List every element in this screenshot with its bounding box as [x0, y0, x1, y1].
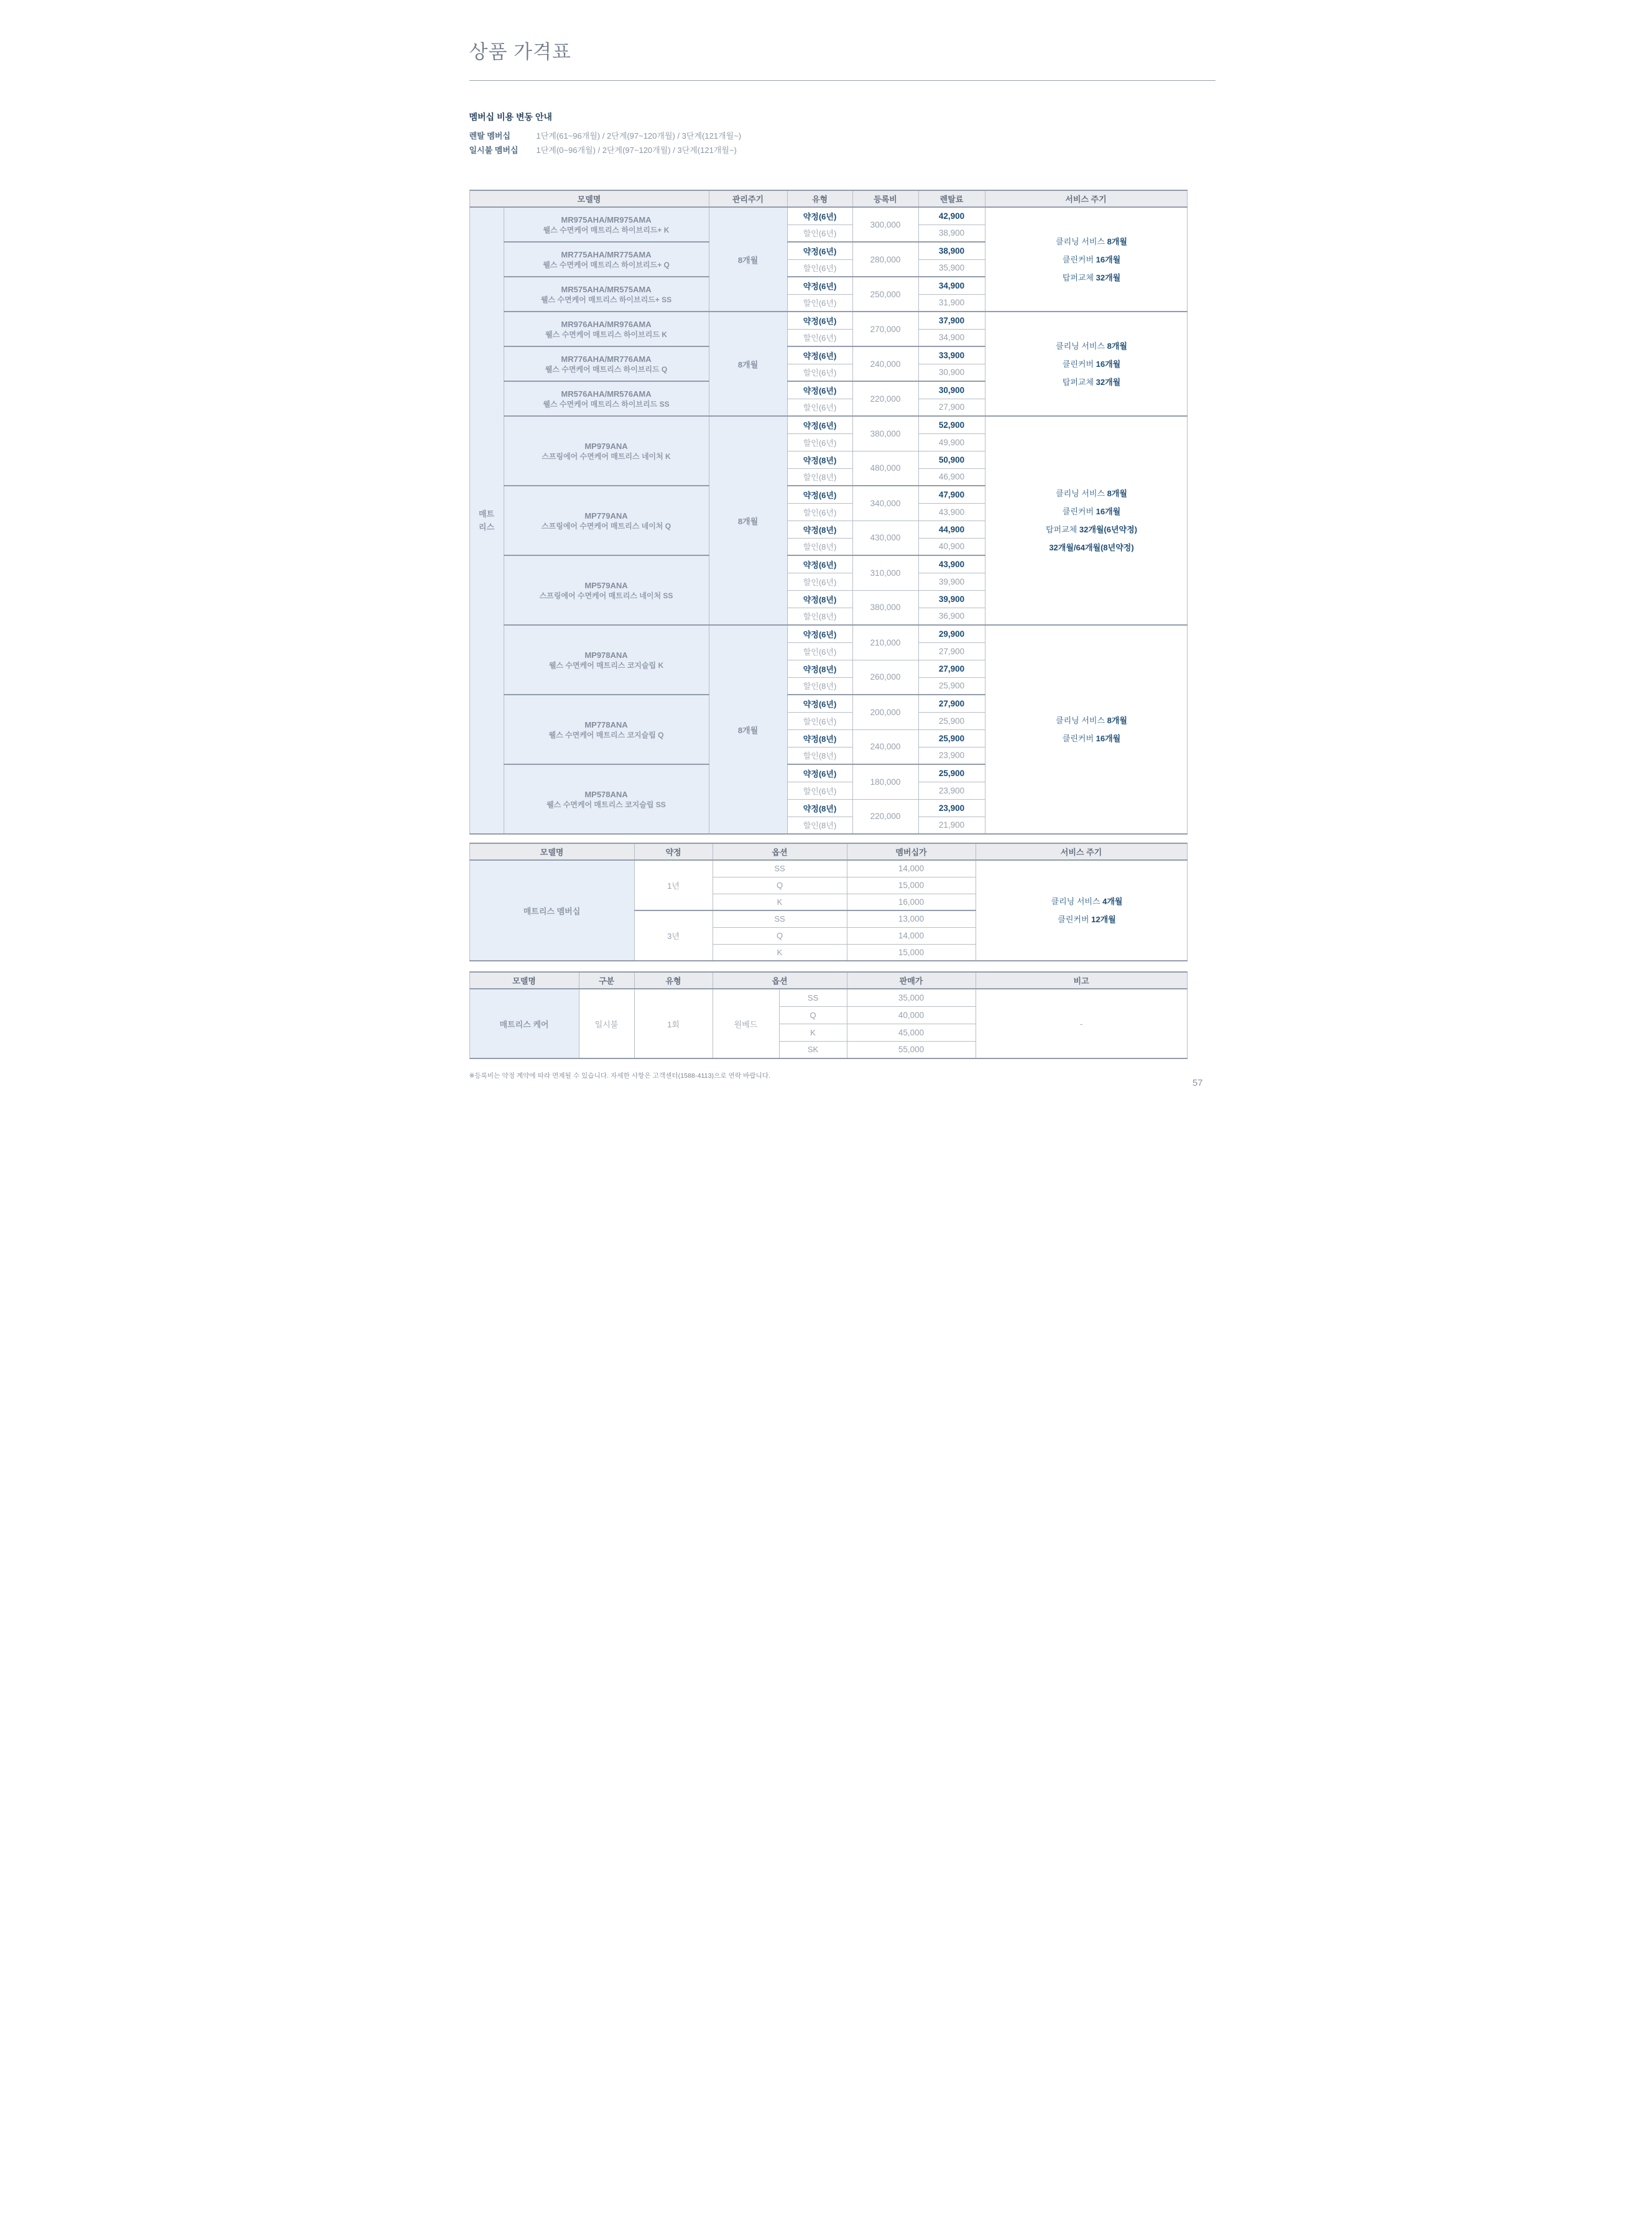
service-cycle-cell	[976, 860, 1187, 961]
registration-fee-cell: 250,000	[852, 277, 918, 312]
plan-type-contract: 약정(6년)	[787, 486, 852, 503]
price-page	[413, 0, 1239, 1120]
care-cycle-cell: 8개월	[709, 625, 787, 834]
service-cycle-lines	[976, 892, 1187, 928]
col-header-service-cycle: 서비스 주기	[976, 843, 1187, 860]
rental-fee-contract: 43,900	[918, 555, 985, 573]
model-code: MP579ANA	[584, 580, 628, 590]
rental-fee-discount: 25,900	[918, 712, 985, 729]
registration-fee-cell: 280,000	[852, 242, 918, 277]
plan-type-discount: 할인(6년)	[787, 503, 852, 521]
model-code: MP778ANA	[584, 720, 628, 729]
plan-type-contract: 약정(6년)	[787, 555, 852, 573]
term-cell: 1년	[634, 860, 713, 910]
service-line	[997, 539, 1187, 557]
rental-fee-discount: 34,900	[918, 329, 985, 346]
rental-fee-discount: 25,900	[918, 677, 985, 695]
service-item-value: 8개월	[1107, 236, 1127, 246]
model-cell	[504, 486, 709, 555]
page-number: 57	[1192, 1078, 1203, 1088]
service-item-label: 클린커버	[1058, 915, 1092, 924]
model-code: MP578ANA	[584, 789, 628, 799]
membership-price-cell: 16,000	[847, 894, 976, 910]
service-line	[997, 502, 1187, 521]
registration-fee-cell: 430,000	[852, 521, 918, 555]
col-header-registration-fee: 등록비	[852, 190, 918, 207]
col-header-model-name: 모델명	[469, 972, 579, 989]
plan-type-discount: 할인(6년)	[787, 782, 852, 799]
model-description: 웰스 수면케어 매트리스 하이브리드+ Q	[543, 260, 670, 269]
model-description: 스프링에어 수면케어 매트리스 네이처 K	[542, 451, 671, 461]
model-code: MR775AHA/MR775AMA	[561, 249, 652, 259]
service-item-value: 32개월	[1096, 377, 1121, 387]
model-description: 웰스 수면케어 매트리스 하이브리드 SS	[543, 399, 670, 409]
option-size-cell: K	[779, 1024, 847, 1041]
service-item-value: 4개월	[1102, 897, 1123, 906]
plan-type-discount: 할인(6년)	[787, 294, 852, 312]
plan-type-discount: 할인(6년)	[787, 712, 852, 729]
rental-fee-contract: 37,900	[918, 312, 985, 329]
title-divider	[469, 80, 1216, 81]
service-line	[997, 355, 1187, 373]
model-cell	[504, 625, 709, 695]
model-code: MP978ANA	[584, 650, 628, 660]
registration-fee-cell: 260,000	[852, 660, 918, 695]
rental-fee-discount: 38,900	[918, 224, 985, 242]
option-size-cell: SS	[713, 910, 847, 927]
service-line	[997, 269, 1187, 287]
sale-price-cell: 45,000	[847, 1024, 976, 1041]
col-header-option: 옵션	[713, 843, 847, 860]
rental-fee-discount: 23,900	[918, 747, 985, 764]
membership-row	[469, 860, 1187, 877]
model-cell	[504, 416, 709, 486]
registration-fee-cell: 220,000	[852, 799, 918, 834]
option-size-cell: SS	[713, 860, 847, 877]
col-header-term: 약정	[634, 843, 713, 860]
service-item-label: 클린커버	[1062, 359, 1096, 369]
rental-fee-discount: 21,900	[918, 817, 985, 834]
model-code: MR975AHA/MR975AMA	[561, 215, 652, 224]
rental-fee-discount: 49,900	[918, 433, 985, 451]
rental-fee-contract: 47,900	[918, 486, 985, 503]
page-title: 상품 가격표	[469, 41, 571, 63]
col-header-visit-type: 유형	[634, 972, 713, 989]
service-item-value: 8개월	[1107, 341, 1127, 351]
col-header-service-cycle: 서비스 주기	[985, 190, 1187, 207]
rental-fee-contract: 44,900	[918, 521, 985, 538]
service-line	[987, 892, 1187, 910]
service-line	[997, 337, 1187, 355]
registration-fee-cell: 340,000	[852, 486, 918, 521]
model-cell	[504, 381, 709, 416]
service-item-label: 클리닝 서비스	[1056, 489, 1107, 498]
service-item-value: 16개월	[1096, 734, 1121, 743]
care-cycle-cell: 8개월	[709, 312, 787, 416]
plan-type-discount: 할인(6년)	[787, 433, 852, 451]
rental-fee-contract: 34,900	[918, 277, 985, 294]
rental-fee-contract: 30,900	[918, 381, 985, 399]
service-cycle-lines	[985, 337, 1187, 391]
col-header-sale-price: 판매가	[847, 972, 976, 989]
model-description: 웰스 수면케어 매트리스 하이브리드+ K	[543, 225, 670, 234]
plan-type-discount: 할인(8년)	[787, 747, 852, 764]
registration-fee-cell: 220,000	[852, 381, 918, 416]
plan-type-discount: 할인(6년)	[787, 259, 852, 277]
care-cycle-cell: 8개월	[709, 416, 787, 625]
rental-fee-discount: 39,900	[918, 573, 985, 590]
membership-notice	[469, 111, 1216, 157]
visit-type-cell: 1회	[634, 989, 713, 1058]
model-cell	[504, 346, 709, 381]
care-model-cell: 매트리스 케어	[469, 989, 579, 1058]
col-header-option: 옵션	[713, 972, 847, 989]
rental-fee-contract: 25,900	[918, 729, 985, 747]
plan-type-contract: 약정(6년)	[787, 416, 852, 433]
membership-price-cell: 15,000	[847, 944, 976, 961]
plan-type-discount: 할인(6년)	[787, 573, 852, 590]
plan-type-discount: 할인(8년)	[787, 817, 852, 834]
registration-fee-cell: 310,000	[852, 555, 918, 590]
plan-type-contract: 약정(6년)	[787, 764, 852, 782]
membership-price-cell: 14,000	[847, 860, 976, 877]
service-cycle-cell	[985, 416, 1187, 625]
membership-table-header-row	[469, 843, 1187, 860]
service-item-value: 16개월	[1096, 254, 1121, 264]
rental-row-contract	[469, 312, 1187, 329]
plan-type-discount: 할인(8년)	[787, 538, 852, 555]
service-cycle-cell	[985, 625, 1187, 834]
service-item-label: 클리닝 서비스	[1056, 716, 1107, 725]
membership-price-cell: 14,000	[847, 927, 976, 944]
plan-type-discount: 할인(8년)	[787, 677, 852, 695]
model-cell	[504, 695, 709, 764]
option-group-cell: 원베드	[713, 989, 779, 1058]
care-price-table	[469, 971, 1188, 1059]
model-code: MR976AHA/MR976AMA	[561, 319, 652, 329]
rental-fee-discount: 23,900	[918, 782, 985, 799]
model-cell	[504, 277, 709, 312]
service-item-value: 16개월	[1096, 359, 1121, 369]
rental-row-contract	[469, 416, 1187, 433]
plan-type-contract: 약정(6년)	[787, 207, 852, 224]
service-item-value: 16개월	[1096, 507, 1121, 516]
plan-type-contract: 약정(6년)	[787, 695, 852, 712]
service-line	[997, 711, 1187, 729]
sale-price-cell: 35,000	[847, 989, 976, 1006]
service-line	[997, 233, 1187, 251]
plan-type-contract: 약정(8년)	[787, 451, 852, 468]
model-cell	[504, 207, 709, 242]
sale-price-cell: 40,000	[847, 1006, 976, 1024]
rental-fee-contract: 33,900	[918, 346, 985, 364]
notice-row-rental	[469, 129, 1216, 143]
plan-type-contract: 약정(8년)	[787, 521, 852, 538]
service-item-label: 클리닝 서비스	[1056, 236, 1107, 246]
plan-type-contract: 약정(6년)	[787, 381, 852, 399]
notice-heading: 멤버십 비용 변동 안내	[469, 112, 552, 122]
service-cycle-lines	[985, 484, 1187, 557]
plan-type-contract: 약정(8년)	[787, 799, 852, 817]
plan-type-contract: 약정(8년)	[787, 590, 852, 608]
plan-type-discount: 할인(8년)	[787, 468, 852, 486]
option-size-cell: Q	[779, 1006, 847, 1024]
service-item-label: 클리닝 서비스	[1056, 341, 1107, 351]
registration-fee-cell: 270,000	[852, 312, 918, 346]
model-cell	[504, 555, 709, 625]
rental-fee-discount: 46,900	[918, 468, 985, 486]
col-header-purchase-type: 구분	[579, 972, 634, 989]
plan-type-contract: 약정(6년)	[787, 625, 852, 642]
option-size-cell: K	[713, 944, 847, 961]
model-description: 웰스 수면케어 매트리스 코지슬립 Q	[548, 730, 664, 739]
category-label: 매트리스	[478, 509, 495, 532]
notice-label: 렌탈 멤버십	[469, 131, 510, 141]
category-cell	[469, 207, 504, 834]
notice-label: 일시불 멤버십	[469, 146, 519, 155]
note-cell: -	[976, 989, 1187, 1058]
plan-type-discount: 할인(6년)	[787, 224, 852, 242]
rental-fee-contract: 52,900	[918, 416, 985, 433]
service-item-label: 탑퍼교체	[1062, 272, 1096, 282]
service-cycle-lines	[985, 233, 1187, 287]
col-header-plan-type: 유형	[787, 190, 852, 207]
plan-type-discount: 할인(6년)	[787, 329, 852, 346]
plan-type-contract: 약정(6년)	[787, 312, 852, 329]
service-line	[997, 521, 1187, 539]
rental-fee-contract: 50,900	[918, 451, 985, 468]
col-header-note: 비고	[976, 972, 1187, 989]
service-item-value: 32개월/64개월(8년약정)	[1049, 543, 1134, 552]
rental-fee-contract: 27,900	[918, 660, 985, 677]
plan-type-discount: 할인(6년)	[787, 364, 852, 381]
registration-fee-footnote: ※등록비는 약정 계약에 따라 면제될 수 있습니다. 자세한 사항은 고객센터(1588-4113)으로 연락 바랍니다.	[469, 1072, 771, 1080]
rental-row-contract	[469, 625, 1187, 642]
option-size-cell: SK	[779, 1041, 847, 1058]
service-line	[997, 729, 1187, 747]
registration-fee-cell: 480,000	[852, 451, 918, 486]
model-description: 스프링에어 수면케어 매트리스 네이처 Q	[541, 521, 671, 530]
rental-fee-contract: 29,900	[918, 625, 985, 642]
model-cell	[504, 312, 709, 346]
service-item-label: 클리닝 서비스	[1051, 897, 1103, 906]
rental-fee-contract: 38,900	[918, 242, 985, 259]
registration-fee-cell: 240,000	[852, 729, 918, 764]
option-size-cell: SS	[779, 989, 847, 1006]
rental-fee-discount: 30,900	[918, 364, 985, 381]
registration-fee-cell: 180,000	[852, 764, 918, 799]
plan-type-discount: 할인(6년)	[787, 642, 852, 660]
service-item-value: 8개월	[1107, 716, 1127, 725]
plan-type-contract: 약정(6년)	[787, 346, 852, 364]
model-description: 스프링에어 수면케어 매트리스 네이처 SS	[539, 591, 673, 600]
model-description: 웰스 수면케어 매트리스 하이브리드+ SS	[540, 295, 672, 304]
col-header-care-cycle: 관리주기	[709, 190, 787, 207]
model-code: MR576AHA/MR576AMA	[561, 389, 652, 399]
membership-model-cell: 매트리스 멤버십	[469, 860, 634, 961]
plan-type-contract: 약정(8년)	[787, 660, 852, 677]
service-item-value: 12개월	[1091, 915, 1116, 924]
rental-fee-discount: 35,900	[918, 259, 985, 277]
model-code: MP979ANA	[584, 441, 628, 451]
notice-row-lumpsum	[469, 143, 1216, 157]
membership-price-cell: 15,000	[847, 877, 976, 894]
col-header-model-name: 모델명	[469, 843, 634, 860]
rental-row-contract	[469, 207, 1187, 224]
rental-fee-discount: 27,900	[918, 642, 985, 660]
model-description: 웰스 수면케어 매트리스 하이브리드 K	[545, 330, 667, 339]
notice-text: 1단계(0~96개월) / 2단계(97~120개월) / 3단계(121개월~)	[536, 146, 737, 155]
rental-fee-discount: 40,900	[918, 538, 985, 555]
col-header-membership-price: 멤버십가	[847, 843, 976, 860]
plan-type-discount: 할인(6년)	[787, 399, 852, 416]
service-cycle-cell	[985, 207, 1187, 312]
option-size-cell: Q	[713, 877, 847, 894]
service-item-value: 8개월	[1107, 489, 1127, 498]
term-cell: 3년	[634, 910, 713, 961]
model-cell	[504, 764, 709, 834]
registration-fee-cell: 240,000	[852, 346, 918, 381]
col-header-rental-fee: 렌탈료	[918, 190, 985, 207]
membership-price-cell: 13,000	[847, 910, 976, 927]
service-item-label: 탑퍼교체	[1046, 525, 1079, 534]
registration-fee-cell: 380,000	[852, 416, 918, 451]
service-item-value: 32개월(6년약정)	[1079, 525, 1137, 534]
registration-fee-cell: 200,000	[852, 695, 918, 729]
service-item-value: 32개월	[1096, 272, 1121, 282]
notice-text: 1단계(61~96개월) / 2단계(97~120개월) / 3단계(121개월~)	[536, 131, 742, 141]
care-row	[469, 989, 1187, 1006]
rental-fee-contract: 25,900	[918, 764, 985, 782]
service-line	[987, 910, 1187, 928]
rental-table-header-row	[469, 190, 1187, 207]
service-item-label: 클린커버	[1062, 507, 1096, 516]
care-table-header-row	[469, 972, 1187, 989]
service-item-label: 클린커버	[1062, 734, 1096, 743]
model-description: 웰스 수면케어 매트리스 코지슬립 SS	[547, 800, 666, 809]
rental-fee-contract: 23,900	[918, 799, 985, 817]
rental-fee-contract: 39,900	[918, 590, 985, 608]
plan-type-contract: 약정(6년)	[787, 277, 852, 294]
service-cycle-cell	[985, 312, 1187, 416]
option-size-cell: K	[713, 894, 847, 910]
sale-price-cell: 55,000	[847, 1041, 976, 1058]
rental-fee-discount: 36,900	[918, 608, 985, 625]
rental-fee-discount: 43,900	[918, 503, 985, 521]
service-item-label: 클린커버	[1062, 254, 1096, 264]
plan-type-contract: 약정(8년)	[787, 729, 852, 747]
rental-fee-contract: 42,900	[918, 207, 985, 224]
rental-fee-discount: 31,900	[918, 294, 985, 312]
model-cell	[504, 242, 709, 277]
rental-fee-contract: 27,900	[918, 695, 985, 712]
registration-fee-cell: 300,000	[852, 207, 918, 242]
model-description: 웰스 수면케어 매트리스 코지슬립 K	[548, 660, 664, 670]
purchase-type-cell: 일시불	[579, 989, 634, 1058]
service-line	[997, 484, 1187, 502]
model-code: MP779ANA	[584, 511, 628, 521]
service-line	[997, 373, 1187, 391]
plan-type-discount: 할인(8년)	[787, 608, 852, 625]
model-code: MR776AHA/MR776AMA	[561, 354, 652, 364]
option-size-cell: Q	[713, 927, 847, 944]
rental-fee-discount: 27,900	[918, 399, 985, 416]
plan-type-contract: 약정(6년)	[787, 242, 852, 259]
service-line	[997, 251, 1187, 269]
registration-fee-cell: 380,000	[852, 590, 918, 625]
care-cycle-cell: 8개월	[709, 207, 787, 312]
model-code: MR575AHA/MR575AMA	[561, 284, 652, 294]
service-cycle-lines	[985, 711, 1187, 747]
model-description: 웰스 수면케어 매트리스 하이브리드 Q	[545, 364, 668, 374]
rental-price-table	[469, 190, 1188, 835]
col-header-model-name: 모델명	[469, 190, 709, 207]
service-item-label: 탑퍼교체	[1062, 377, 1096, 387]
registration-fee-cell: 210,000	[852, 625, 918, 660]
membership-price-table	[469, 843, 1188, 961]
